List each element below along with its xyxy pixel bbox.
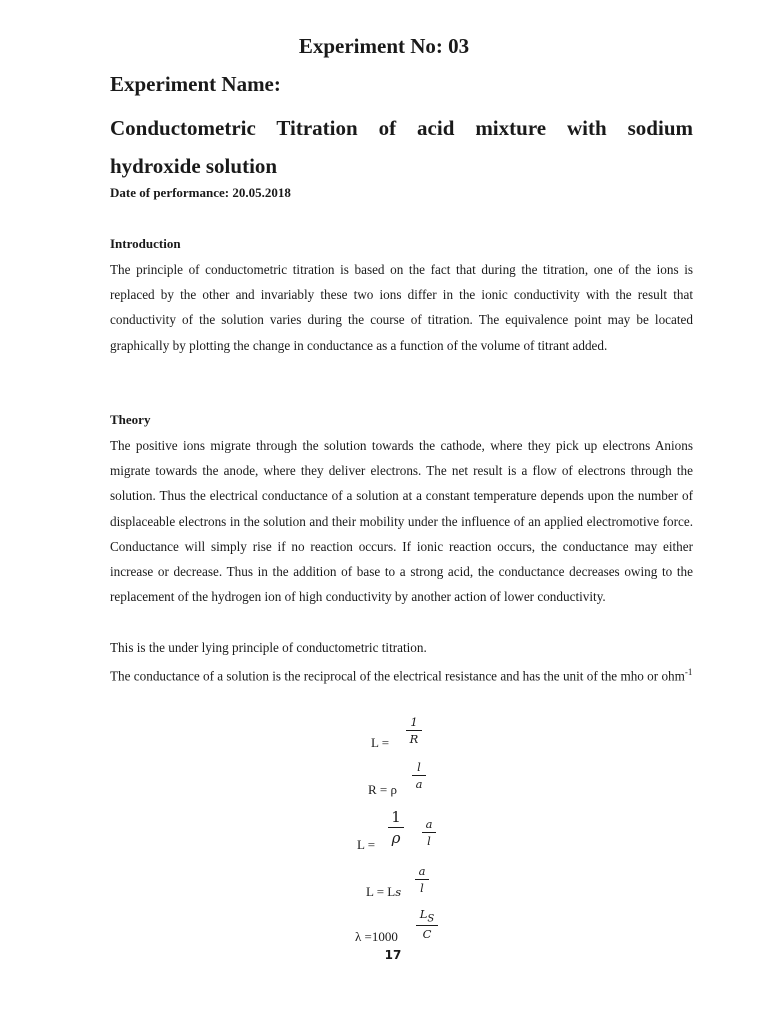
equation-1-denominator: R (409, 732, 419, 746)
equation-4-lhs-subscript: s (395, 885, 402, 899)
page-number: 17 (384, 948, 402, 962)
equation-3-denominator-b: l (427, 834, 431, 848)
fraction-bar (415, 879, 429, 880)
fraction-bar (416, 925, 438, 926)
equation-1-numerator: 1 (410, 715, 418, 729)
equation-3-fraction-a (388, 808, 404, 847)
equation-5-numerator-subscript: S (427, 913, 435, 925)
experiment-number: Experiment No: 03 (298, 34, 470, 58)
equation-4-denominator: l (420, 881, 424, 895)
equation-5-denominator: C (422, 927, 432, 942)
equation-4-fraction (415, 864, 429, 895)
fraction-bar (412, 775, 426, 776)
theory-heading: Theory (110, 412, 151, 427)
equation-5-lhs: λ =1000 (355, 929, 398, 944)
equation-3-lhs: L = (357, 837, 376, 852)
equation-1-lhs: L = (371, 735, 390, 750)
equation-4-lhs (366, 884, 401, 900)
equation-2-denominator: a (415, 777, 423, 791)
theory-principle-line: This is the under lying principle of conductometric titration. (110, 640, 427, 655)
fraction-bar (388, 827, 404, 828)
ohm-exponent: -1 (684, 667, 693, 677)
experiment-name-label: Experiment Name: (110, 72, 281, 96)
equation-4-lhs-text: L = L (366, 884, 396, 899)
experiment-title: Conductometric Titration of acid mixture with sodium hydroxide solution (110, 116, 693, 178)
introduction-heading: Introduction (110, 236, 181, 251)
equation-2-fraction (412, 760, 426, 791)
equation-5-numerator (416, 907, 438, 924)
fraction-bar (422, 832, 436, 833)
theory-paragraph: The positive ions migrate through the solution towards the cathode, where they pick up electrons Anions migrate towards the anode, where they deliver electrons. The net result is a flow of electrons through the solution. Thus the electrical conductance of a solution at a constant temperature depends upon the number of displaceable electrons in the solution and their mobility under the influence of an applied electromotive force. Conductance will simply rise if no reaction occurs. If ionic reaction occurs, the conductance may either increase or decrease. Thus in the addition of base to a strong acid, the conductance decreases owing to the replacement of the hydrogen ion of high conductivity by another action of lower conductivity. (110, 438, 693, 605)
equation-3-numerator-b: a (425, 817, 433, 831)
equation-5-fraction (416, 907, 438, 941)
conductance-text: The conductance of a solution is the reciprocal of the electrical resistance and has the unit of the mho or ohm (110, 668, 685, 684)
introduction-paragraph: The principle of conductometric titration is based on the fact that during the titration, one of the ions is replaced by the other and invariably these two ions differ in the ionic conductivity with the result that conductivity of the solution varies during the course of titration. The equivalence point may be located graphically by plotting the change in conductance as a function of the volume of titrant added. (110, 262, 693, 353)
date-of-performance: Date of performance: 20.05.2018 (110, 185, 291, 200)
equation-3-denominator-a: ρ (391, 829, 401, 847)
theory-conductance-paragraph (110, 660, 693, 689)
equation-3-fraction-b (422, 817, 436, 848)
equation-5-numerator-text: L (419, 907, 428, 921)
equation-1-fraction (406, 715, 422, 746)
equation-2-lhs: R = ρ (368, 782, 397, 797)
equation-4-numerator: a (418, 864, 426, 878)
equation-2-numerator: l (417, 760, 421, 774)
fraction-bar (406, 730, 422, 731)
equation-3-numerator-a: 1 (391, 808, 401, 826)
